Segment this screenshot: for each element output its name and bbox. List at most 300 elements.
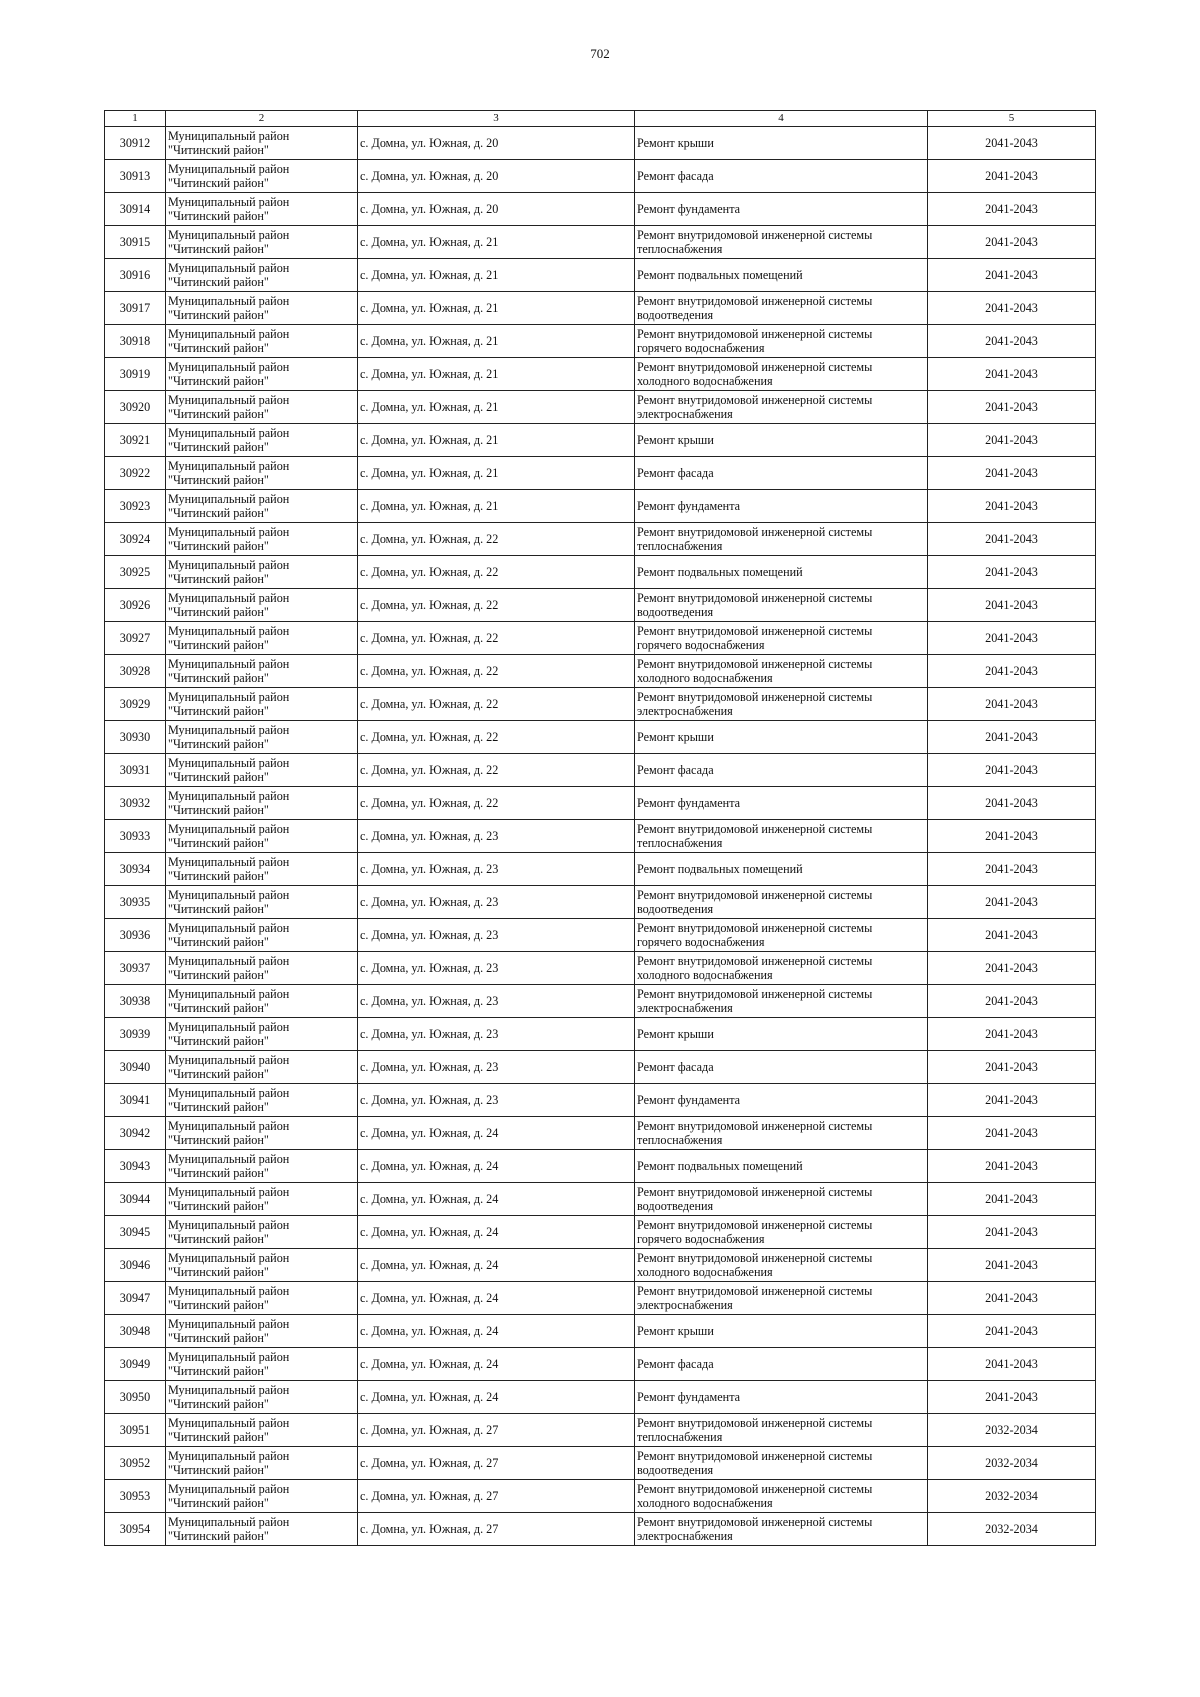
work-type-line: Ремонт фасада (637, 763, 714, 777)
municipality-cell (166, 1084, 358, 1117)
column-header-5: 5 (928, 111, 1096, 127)
period-cell: 2041-2043 (928, 754, 1096, 787)
address-cell: с. Домна, ул. Южная, д. 24 (358, 1348, 635, 1381)
work-type-cell (635, 688, 928, 721)
table-row (105, 655, 1096, 688)
table-row (105, 292, 1096, 325)
municipality-cell (166, 523, 358, 556)
municipality-line: Муниципальный район (168, 162, 290, 176)
municipality-cell (166, 1414, 358, 1447)
period-cell: 2041-2043 (928, 1249, 1096, 1282)
municipality-line: "Читинский район" (168, 473, 269, 487)
municipality-line: "Читинский район" (168, 803, 269, 817)
table-row (105, 1018, 1096, 1051)
row-number-cell: 30934 (105, 853, 166, 886)
municipality-line: "Читинский район" (168, 1166, 269, 1180)
address-cell: с. Домна, ул. Южная, д. 20 (358, 127, 635, 160)
period-cell: 2041-2043 (928, 1282, 1096, 1315)
row-number-cell: 30940 (105, 1051, 166, 1084)
work-type-cell (635, 1117, 928, 1150)
municipality-cell (166, 754, 358, 787)
row-number-cell: 30925 (105, 556, 166, 589)
work-type-line: Ремонт фасада (637, 1357, 714, 1371)
row-number-cell: 30952 (105, 1447, 166, 1480)
table-header (105, 111, 1096, 127)
period-cell: 2041-2043 (928, 556, 1096, 589)
municipality-line: "Читинский район" (168, 143, 269, 157)
municipality-line: "Читинский район" (168, 275, 269, 289)
municipality-line: "Читинский район" (168, 605, 269, 619)
work-type-line: электроснабжения (637, 1298, 733, 1312)
work-type-line: Ремонт фасада (637, 1060, 714, 1074)
period-cell: 2041-2043 (928, 490, 1096, 523)
municipality-cell (166, 1216, 358, 1249)
work-type-cell (635, 787, 928, 820)
work-type-line: холодного водоснабжения (637, 671, 773, 685)
table-row (105, 1315, 1096, 1348)
work-type-cell (635, 1480, 928, 1513)
work-type-line: Ремонт внутридомовой инженерной системы (637, 1119, 873, 1133)
municipality-cell (166, 688, 358, 721)
row-number-cell: 30921 (105, 424, 166, 457)
work-type-line: теплоснабжения (637, 836, 723, 850)
address-cell: с. Домна, ул. Южная, д. 22 (358, 721, 635, 754)
municipality-cell (166, 1381, 358, 1414)
work-type-line: Ремонт крыши (637, 136, 714, 150)
period-cell: 2041-2043 (928, 1018, 1096, 1051)
period-cell: 2041-2043 (928, 1084, 1096, 1117)
period-cell: 2041-2043 (928, 1117, 1096, 1150)
work-type-cell (635, 1381, 928, 1414)
municipality-line: "Читинский район" (168, 440, 269, 454)
municipality-line: Муниципальный район (168, 723, 290, 737)
address-cell: с. Домна, ул. Южная, д. 24 (358, 1315, 635, 1348)
work-type-line: холодного водоснабжения (637, 1496, 773, 1510)
work-type-line: Ремонт подвальных помещений (637, 565, 803, 579)
table-row (105, 1183, 1096, 1216)
municipality-line: "Читинский район" (168, 902, 269, 916)
work-type-cell (635, 391, 928, 424)
municipality-line: Муниципальный район (168, 1152, 290, 1166)
municipality-cell (166, 358, 358, 391)
address-cell: с. Домна, ул. Южная, д. 21 (358, 292, 635, 325)
period-cell: 2041-2043 (928, 787, 1096, 820)
page-number: 702 (590, 46, 610, 61)
address-cell: с. Домна, ул. Южная, д. 23 (358, 820, 635, 853)
row-number-cell: 30917 (105, 292, 166, 325)
work-type-line: Ремонт подвальных помещений (637, 1159, 803, 1173)
period-cell: 2041-2043 (928, 523, 1096, 556)
address-cell: с. Домна, ул. Южная, д. 22 (358, 556, 635, 589)
work-type-line: водоотведения (637, 1199, 714, 1213)
work-type-cell (635, 193, 928, 226)
municipality-cell (166, 556, 358, 589)
municipality-line: "Читинский район" (168, 1397, 269, 1411)
work-type-line: Ремонт фундамента (637, 796, 741, 810)
work-type-cell (635, 919, 928, 952)
address-cell: с. Домна, ул. Южная, д. 24 (358, 1282, 635, 1315)
table-row (105, 952, 1096, 985)
period-cell: 2041-2043 (928, 391, 1096, 424)
work-type-cell (635, 589, 928, 622)
work-type-line: водоотведения (637, 1463, 714, 1477)
municipality-line: Муниципальный район (168, 789, 290, 803)
work-type-line: Ремонт фундамента (637, 499, 741, 513)
municipality-line: Муниципальный район (168, 855, 290, 869)
address-cell: с. Домна, ул. Южная, д. 23 (358, 853, 635, 886)
municipality-line: Муниципальный район (168, 1449, 290, 1463)
table-row (105, 1282, 1096, 1315)
municipality-line: "Читинский район" (168, 737, 269, 751)
row-number-cell: 30932 (105, 787, 166, 820)
municipality-cell (166, 259, 358, 292)
municipality-line: "Читинский район" (168, 968, 269, 982)
work-type-cell (635, 358, 928, 391)
row-number-cell: 30935 (105, 886, 166, 919)
municipality-line: "Читинский район" (168, 1298, 269, 1312)
table-row (105, 226, 1096, 259)
period-cell: 2041-2043 (928, 1051, 1096, 1084)
row-number-cell: 30914 (105, 193, 166, 226)
address-cell: с. Домна, ул. Южная, д. 22 (358, 688, 635, 721)
municipality-line: "Читинский район" (168, 1001, 269, 1015)
work-type-cell (635, 424, 928, 457)
address-cell: с. Домна, ул. Южная, д. 21 (358, 457, 635, 490)
work-type-line: Ремонт внутридомовой инженерной системы (637, 690, 873, 704)
municipality-line: "Читинский район" (168, 1232, 269, 1246)
table-row (105, 1051, 1096, 1084)
work-type-line: Ремонт внутридомовой инженерной системы (637, 327, 873, 341)
municipality-line: Муниципальный район (168, 690, 290, 704)
work-type-line: Ремонт фундамента (637, 202, 741, 216)
work-type-line: Ремонт внутридомовой инженерной системы (637, 360, 873, 374)
table-row (105, 358, 1096, 391)
municipality-line: Муниципальный район (168, 657, 290, 671)
period-cell: 2041-2043 (928, 292, 1096, 325)
period-cell: 2041-2043 (928, 193, 1096, 226)
table-row (105, 457, 1096, 490)
work-type-cell (635, 523, 928, 556)
period-cell: 2041-2043 (928, 985, 1096, 1018)
municipality-cell (166, 1513, 358, 1546)
work-type-line: Ремонт внутридомовой инженерной системы (637, 624, 873, 638)
municipality-line: "Читинский район" (168, 341, 269, 355)
work-type-cell (635, 325, 928, 358)
municipality-cell (166, 919, 358, 952)
work-type-line: горячего водоснабжения (637, 935, 765, 949)
municipality-cell (166, 424, 358, 457)
row-number-cell: 30939 (105, 1018, 166, 1051)
work-type-line: Ремонт фасада (637, 169, 714, 183)
municipality-line: "Читинский район" (168, 1034, 269, 1048)
work-type-cell (635, 1348, 928, 1381)
municipality-line: "Читинский район" (168, 1199, 269, 1213)
work-type-cell (635, 1051, 928, 1084)
address-cell: с. Домна, ул. Южная, д. 22 (358, 787, 635, 820)
municipality-line: Муниципальный район (168, 1251, 290, 1265)
municipality-line: Муниципальный район (168, 1482, 290, 1496)
municipality-cell (166, 292, 358, 325)
period-cell: 2041-2043 (928, 655, 1096, 688)
municipality-cell (166, 325, 358, 358)
table-row (105, 886, 1096, 919)
row-number-cell: 30954 (105, 1513, 166, 1546)
municipality-cell (166, 1150, 358, 1183)
table-row (105, 1084, 1096, 1117)
work-type-line: Ремонт внутридомовой инженерной системы (637, 393, 873, 407)
table-row (105, 622, 1096, 655)
table-row (105, 424, 1096, 457)
municipality-line: "Читинский район" (168, 1067, 269, 1081)
municipality-cell (166, 490, 358, 523)
address-cell: с. Домна, ул. Южная, д. 20 (358, 160, 635, 193)
table-row (105, 1414, 1096, 1447)
work-type-cell (635, 1447, 928, 1480)
municipality-line: Муниципальный район (168, 624, 290, 638)
period-cell: 2041-2043 (928, 1216, 1096, 1249)
municipality-cell (166, 853, 358, 886)
address-cell: с. Домна, ул. Южная, д. 23 (358, 1084, 635, 1117)
work-type-line: Ремонт внутридомовой инженерной системы (637, 1449, 873, 1463)
municipality-line: "Читинский район" (168, 1529, 269, 1543)
municipality-cell (166, 226, 358, 259)
municipality-line: "Читинский район" (168, 770, 269, 784)
municipality-line: Муниципальный район (168, 525, 290, 539)
table-row (105, 160, 1096, 193)
period-cell: 2041-2043 (928, 325, 1096, 358)
address-cell: с. Домна, ул. Южная, д. 21 (358, 259, 635, 292)
period-cell: 2032-2034 (928, 1414, 1096, 1447)
period-cell: 2041-2043 (928, 1381, 1096, 1414)
municipality-line: "Читинский район" (168, 308, 269, 322)
work-type-line: холодного водоснабжения (637, 374, 773, 388)
municipality-cell (166, 160, 358, 193)
row-number-cell: 30933 (105, 820, 166, 853)
work-type-line: водоотведения (637, 308, 714, 322)
work-type-line: Ремонт фундамента (637, 1093, 741, 1107)
row-number-cell: 30929 (105, 688, 166, 721)
period-cell: 2041-2043 (928, 1183, 1096, 1216)
table-row (105, 523, 1096, 556)
table-row (105, 1117, 1096, 1150)
work-type-line: Ремонт внутридомовой инженерной системы (637, 525, 873, 539)
row-number-cell: 30941 (105, 1084, 166, 1117)
row-number-cell: 30924 (105, 523, 166, 556)
municipality-cell (166, 1051, 358, 1084)
row-number-cell: 30916 (105, 259, 166, 292)
work-type-line: Ремонт внутридомовой инженерной системы (637, 1284, 873, 1298)
work-type-line: Ремонт внутридомовой инженерной системы (637, 657, 873, 671)
work-type-line: Ремонт крыши (637, 730, 714, 744)
table-row (105, 1480, 1096, 1513)
work-type-cell (635, 1414, 928, 1447)
work-type-cell (635, 292, 928, 325)
municipality-line: Муниципальный район (168, 1086, 290, 1100)
address-cell: с. Домна, ул. Южная, д. 24 (358, 1183, 635, 1216)
work-type-line: электроснабжения (637, 407, 733, 421)
period-cell: 2041-2043 (928, 1315, 1096, 1348)
work-type-line: Ремонт внутридомовой инженерной системы (637, 1185, 873, 1199)
municipality-line: "Читинский район" (168, 638, 269, 652)
work-type-line: электроснабжения (637, 1001, 733, 1015)
municipality-cell (166, 193, 358, 226)
work-type-line: водоотведения (637, 605, 714, 619)
work-type-line: Ремонт внутридомовой инженерной системы (637, 1515, 873, 1529)
work-type-line: водоотведения (637, 902, 714, 916)
table-row (105, 688, 1096, 721)
column-header-1: 1 (105, 111, 166, 127)
period-cell: 2041-2043 (928, 457, 1096, 490)
work-type-line: Ремонт внутридомовой инженерной системы (637, 921, 873, 935)
column-header-4: 4 (635, 111, 928, 127)
address-cell: с. Домна, ул. Южная, д. 24 (358, 1150, 635, 1183)
municipality-line: "Читинский район" (168, 374, 269, 388)
work-type-cell (635, 1216, 928, 1249)
work-type-line: электроснабжения (637, 704, 733, 718)
municipality-line: Муниципальный район (168, 360, 290, 374)
table-row (105, 787, 1096, 820)
row-number-cell: 30950 (105, 1381, 166, 1414)
municipality-line: Муниципальный район (168, 1515, 290, 1529)
municipality-line: Муниципальный район (168, 1383, 290, 1397)
municipality-line: Муниципальный район (168, 1185, 290, 1199)
work-type-cell (635, 886, 928, 919)
row-number-cell: 30953 (105, 1480, 166, 1513)
row-number-cell: 30920 (105, 391, 166, 424)
period-cell: 2041-2043 (928, 688, 1096, 721)
municipality-line: Муниципальный район (168, 459, 290, 473)
municipality-line: "Читинский район" (168, 935, 269, 949)
municipality-line: "Читинский район" (168, 176, 269, 190)
period-cell: 2041-2043 (928, 721, 1096, 754)
work-type-line: Ремонт внутридомовой инженерной системы (637, 294, 873, 308)
row-number-cell: 30951 (105, 1414, 166, 1447)
address-cell: с. Домна, ул. Южная, д. 22 (358, 655, 635, 688)
municipality-line: Муниципальный район (168, 1119, 290, 1133)
work-type-cell (635, 754, 928, 787)
work-type-line: холодного водоснабжения (637, 968, 773, 982)
period-cell: 2041-2043 (928, 424, 1096, 457)
municipality-line: Муниципальный район (168, 1053, 290, 1067)
work-type-line: электроснабжения (637, 1529, 733, 1543)
table-row (105, 259, 1096, 292)
municipality-line: Муниципальный район (168, 426, 290, 440)
work-type-line: Ремонт внутридомовой инженерной системы (637, 228, 873, 242)
municipality-line: Муниципальный район (168, 954, 290, 968)
work-type-line: теплоснабжения (637, 1133, 723, 1147)
row-number-cell: 30944 (105, 1183, 166, 1216)
municipality-line: "Читинский район" (168, 407, 269, 421)
address-cell: с. Домна, ул. Южная, д. 27 (358, 1414, 635, 1447)
work-type-line: Ремонт фундамента (637, 1390, 741, 1404)
municipality-line: Муниципальный район (168, 1284, 290, 1298)
municipality-cell (166, 721, 358, 754)
address-cell: с. Домна, ул. Южная, д. 21 (358, 325, 635, 358)
municipality-line: "Читинский район" (168, 1331, 269, 1345)
period-cell: 2041-2043 (928, 952, 1096, 985)
table-row (105, 721, 1096, 754)
address-cell: с. Домна, ул. Южная, д. 23 (358, 886, 635, 919)
municipality-cell (166, 1018, 358, 1051)
row-number-cell: 30943 (105, 1150, 166, 1183)
address-cell: с. Домна, ул. Южная, д. 24 (358, 1117, 635, 1150)
row-number-cell: 30948 (105, 1315, 166, 1348)
work-type-line: Ремонт крыши (637, 1027, 714, 1041)
work-type-cell (635, 1084, 928, 1117)
address-cell: с. Домна, ул. Южная, д. 27 (358, 1447, 635, 1480)
work-type-cell (635, 259, 928, 292)
address-cell: с. Домна, ул. Южная, д. 21 (358, 490, 635, 523)
work-type-cell (635, 952, 928, 985)
row-number-cell: 30913 (105, 160, 166, 193)
work-type-line: теплоснабжения (637, 1430, 723, 1444)
municipality-line: Муниципальный район (168, 558, 290, 572)
municipality-cell (166, 1183, 358, 1216)
row-number-cell: 30938 (105, 985, 166, 1018)
period-cell: 2041-2043 (928, 127, 1096, 160)
address-cell: с. Домна, ул. Южная, д. 23 (358, 1018, 635, 1051)
municipality-line: "Читинский район" (168, 1265, 269, 1279)
municipality-line: Муниципальный район (168, 129, 290, 143)
work-type-cell (635, 1282, 928, 1315)
table-row (105, 919, 1096, 952)
address-cell: с. Домна, ул. Южная, д. 27 (358, 1480, 635, 1513)
work-type-line: горячего водоснабжения (637, 1232, 765, 1246)
municipality-line: Муниципальный район (168, 1020, 290, 1034)
work-type-line: Ремонт внутридомовой инженерной системы (637, 591, 873, 605)
row-number-cell: 30947 (105, 1282, 166, 1315)
row-number-cell: 30928 (105, 655, 166, 688)
period-cell: 2041-2043 (928, 589, 1096, 622)
municipality-line: "Читинский район" (168, 1430, 269, 1444)
municipality-cell (166, 1315, 358, 1348)
municipality-line: "Читинский район" (168, 506, 269, 520)
table-row (105, 754, 1096, 787)
row-number-cell: 30918 (105, 325, 166, 358)
work-type-line: горячего водоснабжения (637, 638, 765, 652)
work-type-line: Ремонт фасада (637, 466, 714, 480)
period-cell: 2041-2043 (928, 259, 1096, 292)
address-cell: с. Домна, ул. Южная, д. 24 (358, 1381, 635, 1414)
table-row (105, 1348, 1096, 1381)
work-type-line: Ремонт внутридомовой инженерной системы (637, 1482, 873, 1496)
work-type-line: теплоснабжения (637, 539, 723, 553)
table-row (105, 556, 1096, 589)
table-row (105, 820, 1096, 853)
municipality-cell (166, 1282, 358, 1315)
municipality-line: Муниципальный район (168, 756, 290, 770)
municipality-line: Муниципальный район (168, 294, 290, 308)
row-number-cell: 30923 (105, 490, 166, 523)
work-type-line: Ремонт подвальных помещений (637, 268, 803, 282)
row-number-cell: 30927 (105, 622, 166, 655)
table-row (105, 589, 1096, 622)
table-row (105, 1381, 1096, 1414)
period-cell: 2032-2034 (928, 1480, 1096, 1513)
row-number-cell: 30949 (105, 1348, 166, 1381)
work-type-cell (635, 490, 928, 523)
table-row (105, 391, 1096, 424)
period-cell: 2041-2043 (928, 853, 1096, 886)
municipality-line: "Читинский район" (168, 1133, 269, 1147)
municipality-line: "Читинский район" (168, 1364, 269, 1378)
address-cell: с. Домна, ул. Южная, д. 23 (358, 919, 635, 952)
municipality-line: Муниципальный район (168, 591, 290, 605)
municipality-cell (166, 622, 358, 655)
work-type-line: Ремонт внутридомовой инженерной системы (637, 1251, 873, 1265)
address-cell: с. Домна, ул. Южная, д. 22 (358, 589, 635, 622)
municipality-cell (166, 391, 358, 424)
